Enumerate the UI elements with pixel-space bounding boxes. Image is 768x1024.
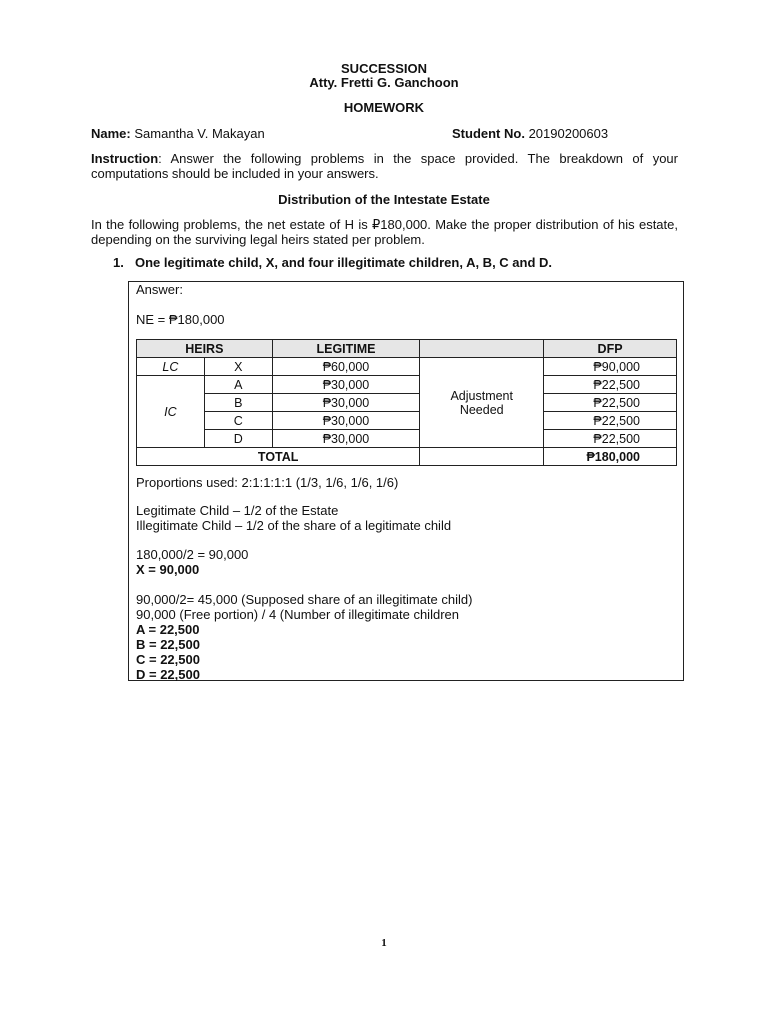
course-title: SUCCESSION [341,61,427,76]
result-d: D = 22,500 [136,667,200,682]
legitime-cell: ₱30,000 [272,430,420,448]
heir-cell: C [204,412,272,430]
adjustment-line-2: Needed [459,402,504,417]
total-row [137,448,677,466]
lc-label: LC [137,358,205,376]
problem-text: One legitimate child, X, and four illegitimate children, A, B, C and D. [135,255,553,270]
rules-block [136,503,451,533]
header-legitime: LEGITIME [272,340,420,358]
student-number-label: Student No. [452,126,525,141]
heir-cell: D [204,430,272,448]
heir-cell: X [204,358,272,376]
dfp-cell: ₱22,500 [544,394,677,412]
proportions-line: Proportions used: 2:1:1:1:1 (1/3, 1/6, 1/6, 1/6) [136,475,399,490]
legitime-cell: ₱30,000 [272,394,420,412]
table-row [137,394,677,412]
table-row [137,412,677,430]
legitime-cell: ₱60,000 [272,358,420,376]
legitime-cell: ₱30,000 [272,412,420,430]
dfp-cell: ₱22,500 [544,430,677,448]
total-value: ₱180,000 [544,448,677,466]
legitime-cell: ₱30,000 [272,376,420,394]
problem-number: 1. [113,255,124,270]
table-row [137,358,677,376]
result-c: C = 22,500 [136,652,200,667]
dfp-cell: ₱90,000 [544,358,677,376]
table-row [137,376,677,394]
problem-1 [113,255,552,270]
adjustment-cell [420,358,544,448]
instruction-text: : Answer the following problems in the space provided. The breakdown of your computations should be included in your answers. [91,151,678,181]
name-value: Samantha V. Makayan [134,126,265,141]
intro-paragraph: In the following problems, the net estate of H is ₽180,000. Make the proper distribution of his estate, depending on the surviving legal heirs stated per problem. [91,217,678,247]
dfp-cell: ₱22,500 [544,376,677,394]
instruction-paragraph [91,151,678,181]
adjustment-line-1: Adjustment [450,388,513,403]
result-b: B = 22,500 [136,637,200,652]
rule-legitimate: Legitimate Child – 1/2 of the Estate [136,503,339,518]
header-heirs: HEIRS [137,340,273,358]
ic-label: IC [137,376,205,448]
result-a: A = 22,500 [136,622,200,637]
total-label: TOTAL [137,448,420,466]
page-number: 1 [381,937,387,949]
table-header-row [137,340,677,358]
table-row [137,430,677,448]
calc-ic-1: 90,000/2= 45,000 (Supposed share of an illegitimate child) [136,592,473,607]
section-title: Distribution of the Intestate Estate [278,192,490,207]
instruction-label: Instruction [91,151,159,166]
calc-illegitimate-block [136,592,472,682]
total-blank [420,448,544,466]
name-label: Name: [91,126,131,141]
header-blank [420,340,544,358]
header-dfp: DFP [544,340,677,358]
calc-x: 180,000/2 = 90,000 [136,547,249,562]
calc-ic-2: 90,000 (Free portion) / 4 (Number of illegitimate children [136,607,459,622]
calc-legitimate-block [136,547,248,577]
student-number-line [452,126,608,141]
dfp-cell: ₱22,500 [544,412,677,430]
distribution-table [136,339,677,466]
answer-label: Answer: [136,282,183,297]
rule-illegitimate: Illegitimate Child – 1/2 of the share of a legitimate child [136,518,452,533]
result-x: X = 90,000 [136,562,200,577]
assignment-type: HOMEWORK [343,100,425,115]
heir-cell: B [204,394,272,412]
heir-cell: A [204,376,272,394]
student-name-line [91,126,265,141]
net-estate-line: NE = ₱180,000 [136,312,225,327]
student-number-value: 20190200603 [528,126,609,141]
instructor-name: Atty. Fretti G. Ganchoon [309,75,459,90]
